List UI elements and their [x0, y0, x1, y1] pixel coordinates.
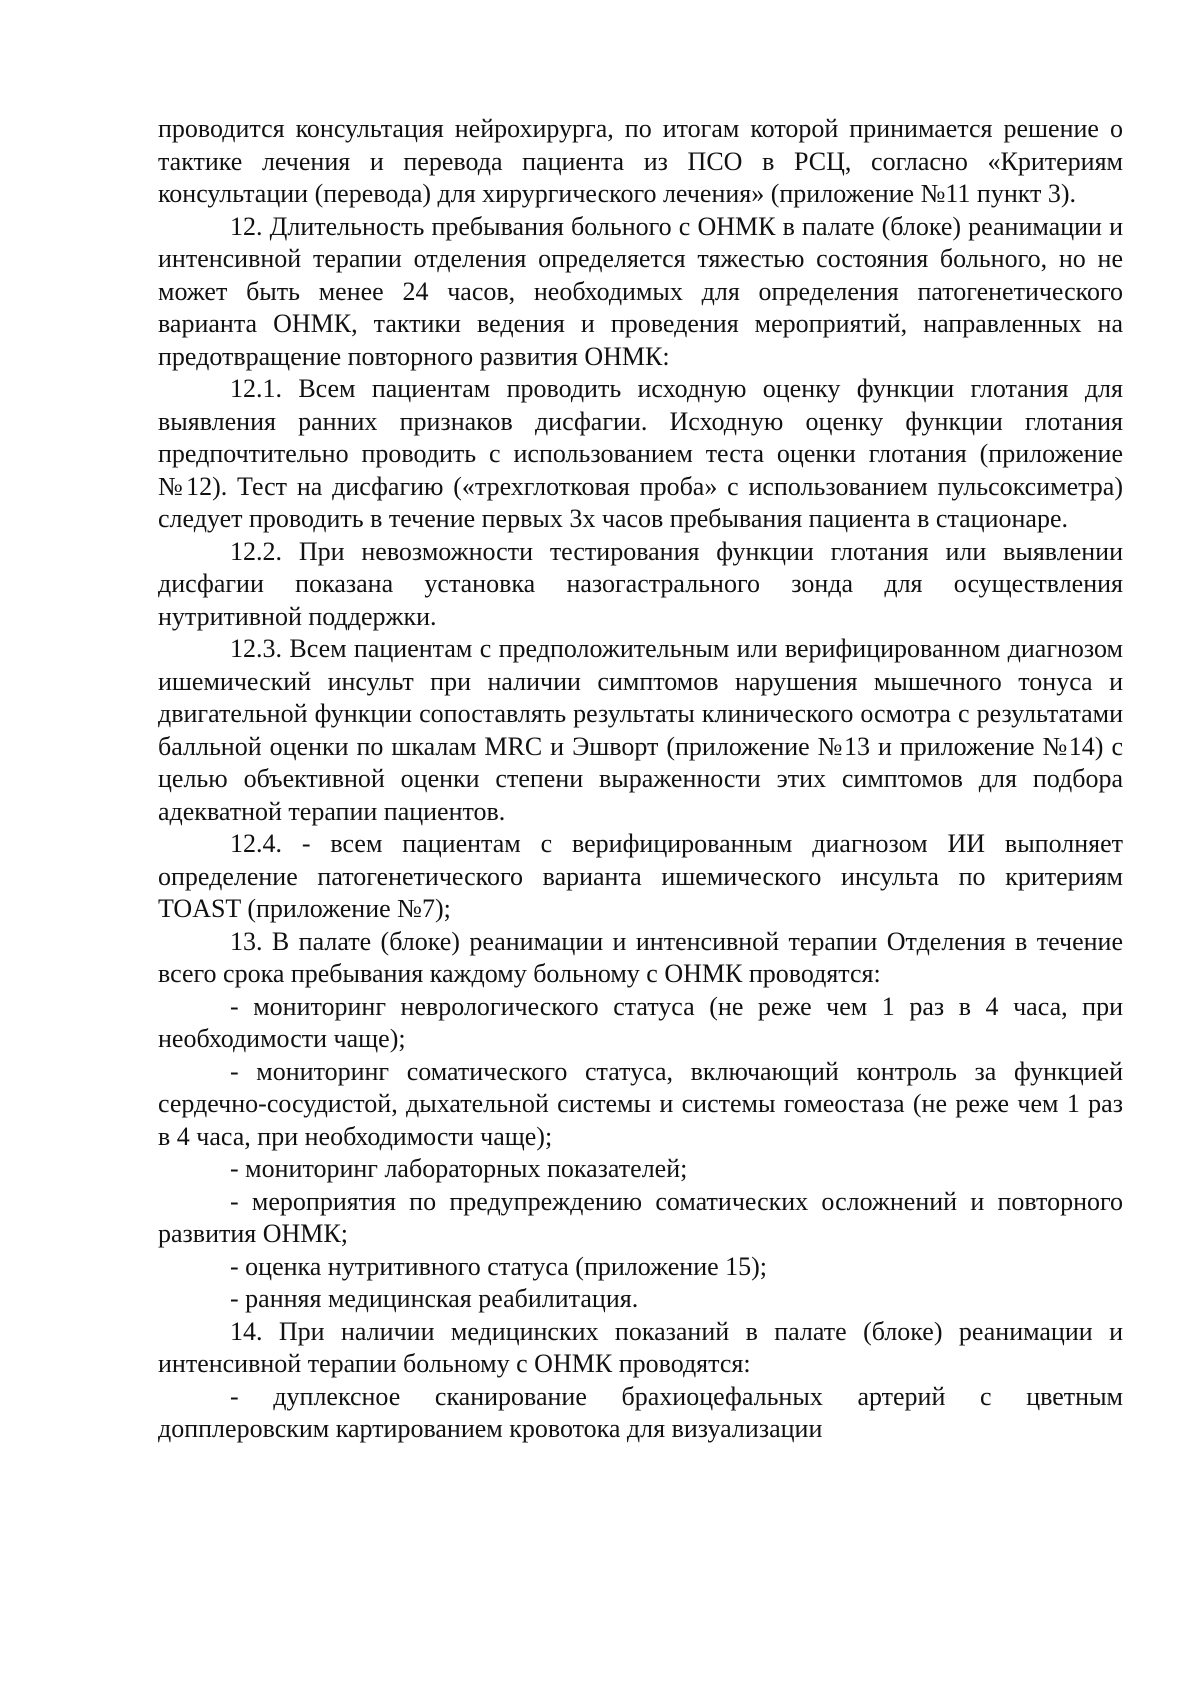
list-item: - оценка нутритивного статуса (приложение 15);	[230, 1251, 768, 1281]
list-item: - дуплексное сканирование брахиоцефальных артерий с цветным допплеровским картированием кровотока для визуализации	[158, 1381, 1123, 1443]
document-page	[158, 113, 1123, 1446]
paragraph-13: 13. В палате (блоке) реанимации и интенсивной терапии Отделения в течение всего срока пребывания каждому больному с ОНМК проводятся:	[158, 926, 1123, 988]
paragraph-12: 12. Длительность пребывания больного с ОНМК в палате (блоке) реанимации и интенсивной терапии отделения определяется тяжестью состояния больного, но не может быть менее 24 часов, необходимых для определения патогенетического варианта ОНМК, тактики ведения и проведения мероприятий, направленных на предотвращение повторного развития ОНМК:	[158, 211, 1123, 371]
list-item: - мониторинг соматического статуса, включающий контроль за функцией сердечно-сосудистой, дыхательной системы и системы гомеостаза (не реже чем 1 раз в 4 часа, при необходимости чаще);	[158, 1056, 1123, 1151]
paragraph-14: 14. При наличии медицинских показаний в палате (блоке) реанимации и интенсивной терапии больному с ОНМК проводятся:	[158, 1316, 1123, 1378]
list-item: - мониторинг лабораторных показателей;	[230, 1154, 688, 1183]
paragraph-12-4: 12.4. - всем пациентам с верифицированным диагнозом ИИ выполняет определение патогенетического варианта ишемического инсульта по критериям TOAST (приложение №7);	[158, 829, 1123, 923]
paragraph-continuation: проводится консультация нейрохирурга, по итогам которой принимается решение о тактике лечения и перевода пациента из ПСО в РСЦ, согласно «Критериям консультации (перевода) для хирургического лечения» (приложение №11 пункт 3).	[158, 114, 1123, 208]
paragraph-12-2: 12.2. При невозможности тестирования функции глотания или выявлении дисфагии показана установка назогастрального зонда для осуществления нутритивной поддержки.	[158, 536, 1123, 631]
paragraph-12-1: 12.1. Всем пациентам проводить исходную оценку функции глотания для выявления ранних признаков дисфагии. Исходную оценку функции глотания предпочтительно проводить с использованием теста оценки глотания (приложение №12). Тест на дисфагию («трехглотковая проба» с использованием пульсоксиметра) следует проводить в течение первых 3х часов пребывания пациента в стационаре.	[158, 374, 1123, 533]
list-item: - мониторинг неврологического статуса (не реже чем 1 раз в 4 часа, при необходимости чаще);	[158, 991, 1123, 1053]
list-item: - ранняя медицинская реабилитация.	[230, 1284, 639, 1313]
paragraph-12-3: 12.3. Всем пациентам с предположительным или верифицированном диагнозом ишемический инсульт при наличии симптомов нарушения мышечного тонуса и двигательной функции сопоставлять результаты клинического осмотра с результатами балльной оценки по шкалам MRC и Эшворт (приложение №13 и приложение №14) с целью объективной оценки степени выраженности этих симптомов для подбора адекватной терапии пациентов.	[158, 634, 1123, 826]
list-item: - мероприятия по предупреждению соматических осложнений и повторного развития ОНМК;	[158, 1186, 1123, 1248]
